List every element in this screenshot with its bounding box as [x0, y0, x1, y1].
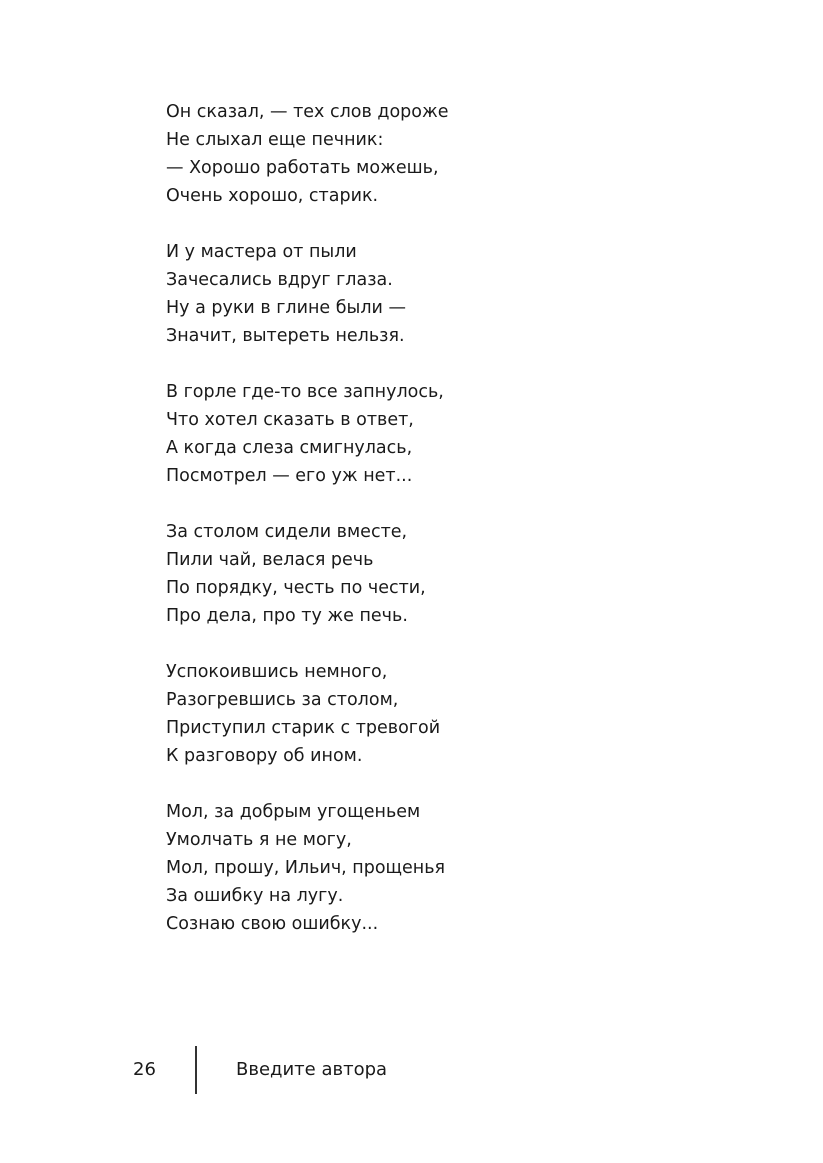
poem-line: Успокоившись немного, — [166, 662, 388, 682]
poem-line: Разогревшись за столом, — [166, 690, 399, 710]
poem-line: Мол, за добрым угощеньем — [166, 802, 421, 822]
poem-line: Не слыхал еще печник: — [166, 130, 384, 150]
poem-line: Посмотрел — его уж нет... — [166, 466, 413, 486]
poem-line: Что хотел сказать в ответ, — [166, 410, 414, 430]
stanza-1 — [166, 98, 766, 210]
poem-line: По порядку, честь по чести, — [166, 578, 426, 598]
stanza-4 — [166, 518, 766, 630]
footer-divider — [195, 1046, 197, 1094]
page-footer — [0, 1046, 823, 1094]
page-number: 26 — [133, 1059, 156, 1080]
poem-line: Очень хорошо, старик. — [166, 186, 379, 206]
poem-line: Приступил старик с тревогой — [166, 718, 441, 738]
poem-line: Ну а руки в глине были — — [166, 298, 406, 318]
poem-text — [166, 98, 766, 966]
poem-line: Значит, вытереть нельзя. — [166, 326, 405, 346]
stanza-5 — [166, 658, 766, 770]
poem-line: — Хорошо работать можешь, — [166, 158, 439, 178]
poem-line: Про дела, про ту же печь. — [166, 606, 408, 626]
poem-line: За столом сидели вместе, — [166, 522, 408, 542]
poem-line: В горле где-то все запнулось, — [166, 382, 444, 402]
poem-line: А когда слеза смигнулась, — [166, 438, 413, 458]
author-name: Введите автора — [236, 1059, 388, 1080]
poem-line: Он сказал, — тех слов дороже — [166, 102, 449, 122]
stanza-2 — [166, 238, 766, 350]
poem-line: Мол, прошу, Ильич, прощенья — [166, 858, 446, 878]
poem-line: Сознаю свою ошибку... — [166, 914, 379, 934]
stanza-3 — [166, 378, 766, 490]
poem-line: Зачесались вдруг глаза. — [166, 270, 393, 290]
poem-line: К разговору об ином. — [166, 746, 363, 766]
poem-line: Пили чай, велася речь — [166, 550, 374, 570]
stanza-6 — [166, 798, 766, 938]
poem-line: За ошибку на лугу. — [166, 886, 344, 906]
poem-line: И у мастера от пыли — [166, 242, 357, 262]
poem-line: Умолчать я не могу, — [166, 830, 352, 850]
